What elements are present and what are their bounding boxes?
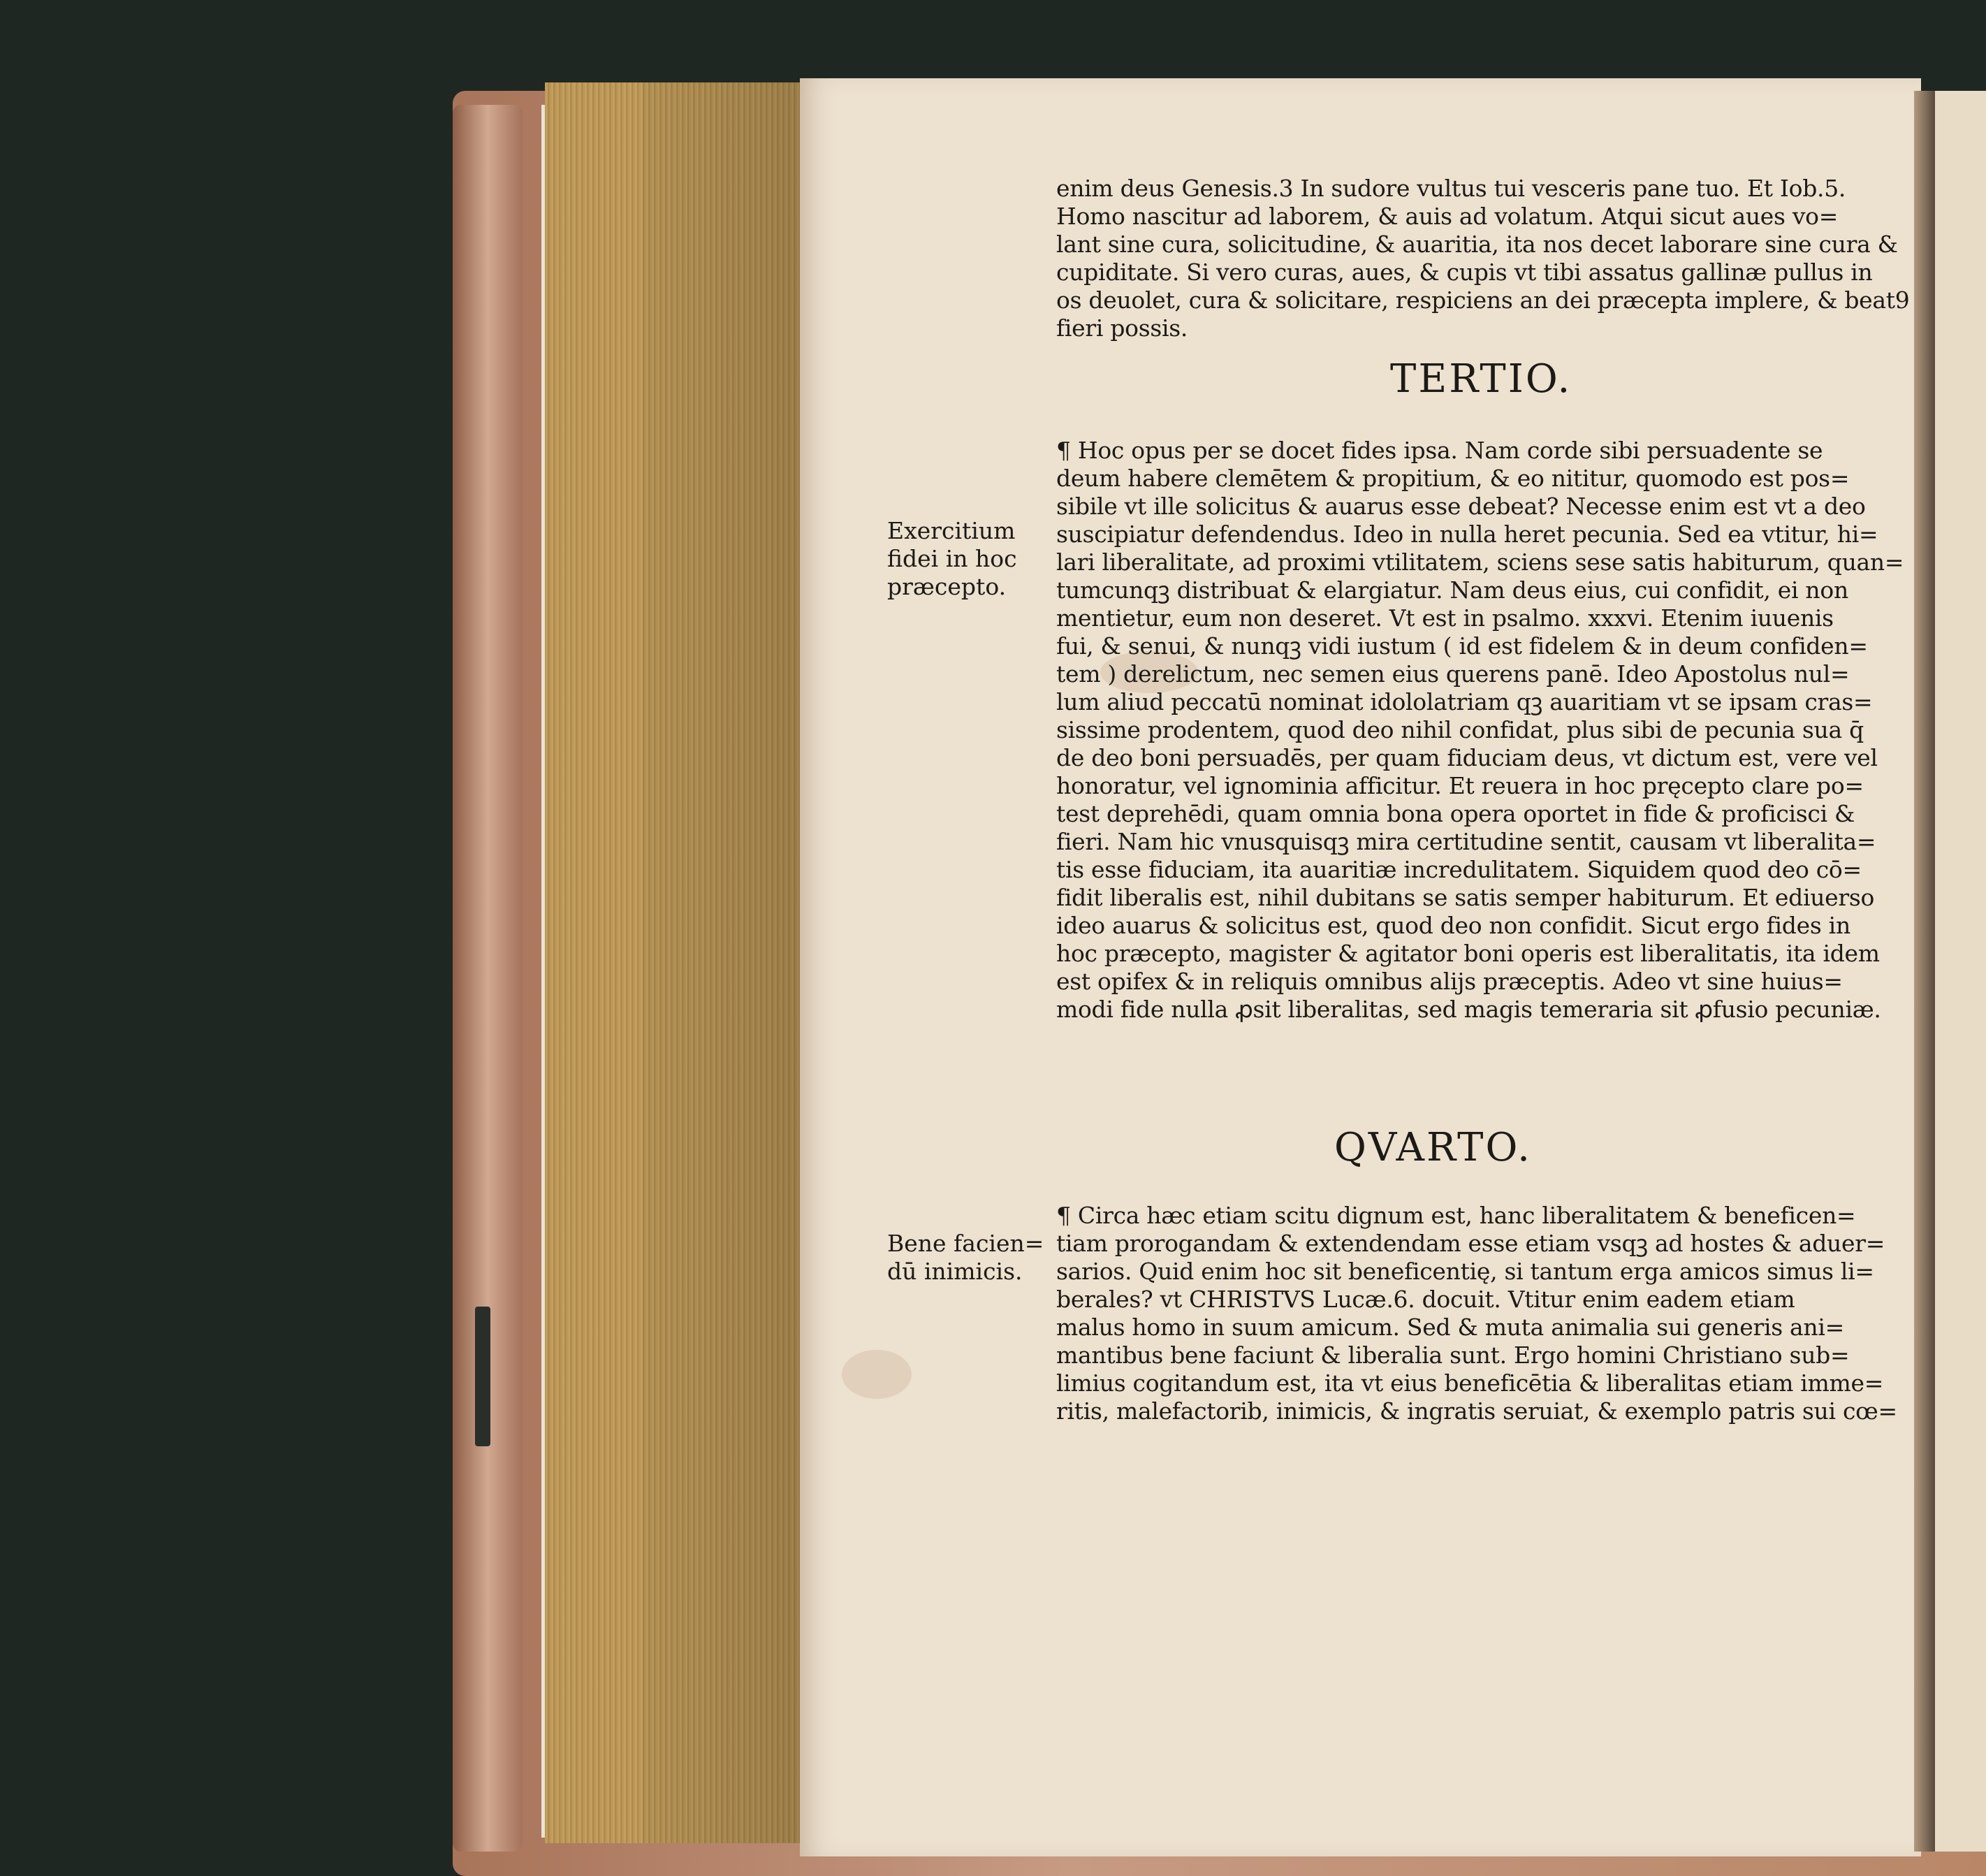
text-line: berales? vt CHRISTVS Lucæ.6. docuit. Vtitur enim eadem etiam (1056, 1286, 1795, 1313)
text-line: sibile vt ille solicitus & auarus esse debeat? Necesse enim est vt a deo (1056, 493, 1866, 520)
marginal-line: dū inimicis. (887, 1258, 1023, 1285)
facing-page-edge (1935, 91, 1986, 1852)
marginal-line: Bene facien= (887, 1230, 1044, 1257)
marginal-line: Exercitium (887, 517, 1016, 544)
text-line: fui, & senui, & nunqꝫ vidi iustum ( id est fidelem & in deum confiden= (1056, 632, 1868, 660)
text-line: mentietur, eum non deseret. Vt est in psalmo. xxxvi. Etenim iuuenis (1056, 604, 1834, 632)
heading-quarto: QVARTO. (1334, 1125, 1532, 1170)
text-line: lum aliud peccatū nominat idololatriam qꝫ auaritiam vt se ipsam cras= (1056, 688, 1873, 715)
text-line: Homo nascitur ad laborem, & auis ad volatum. Atqui sicut aues vo= (1056, 203, 1839, 230)
binding-edge (453, 105, 523, 1852)
text-line: fieri possis. (1056, 314, 1188, 342)
text-line: sissime prodentem, quod deo nihil confidat, plus sibi de pecunia sua q̄ (1056, 716, 1864, 743)
text-line: malus homo in suum amicum. Sed & muta animalia sui generis ani= (1056, 1314, 1844, 1341)
text-line: est opifex & in reliquis omnibus alijs præceptis. Adeo vt sine huius= (1056, 968, 1843, 995)
text-line: os deuolet, cura & solicitare, respiciens an dei præcepta implere, & beat9 (1056, 286, 1910, 314)
text-line: sarios. Quid enim hoc sit beneficentię, si tantum erga amicos simus li= (1056, 1258, 1874, 1285)
clasp (475, 1307, 490, 1446)
text-line: ritis, malefactorib, inimicis, & ingratis seruiat, & exemplo patris sui cœ= (1056, 1397, 1897, 1425)
marginal-line: fidei in hoc (887, 545, 1017, 572)
text-line: suscipiatur defendendus. Ideo in nulla heret pecunia. Sed ea vtitur, hi= (1056, 521, 1878, 548)
text-line: enim deus Genesis.3 In sudore vultus tui vesceris pane tuo. Et Iob.5. (1056, 175, 1846, 202)
text-line: test deprehēdi, quam omnia bona opera oportet in fide & proficisci & (1056, 800, 1855, 827)
text-line: ¶ Circa hæc etiam scitu dignum est, hanc liberalitatem & beneficen= (1056, 1202, 1856, 1229)
text-line: lari liberalitate, ad proximi vtilitatem, sciens sese satis habiturum, quan= (1056, 548, 1904, 576)
text-line: tis esse fiduciam, ita auaritiæ incredulitatem. Siquidem quod deo cō= (1056, 856, 1862, 883)
text-line: ¶ Hoc opus per se docet fides ipsa. Nam corde sibi persuadente se (1056, 437, 1823, 464)
heading-tertio: TERTIO. (1390, 356, 1572, 402)
text-line: tem ) derelictum, nec semen eius querens panē. Ideo Apostolus nul= (1056, 660, 1850, 688)
text-line: tiam prorogandam & extendendam esse etiam vsqꝫ ad hostes & aduer= (1056, 1230, 1885, 1257)
text-line: limius cogitandum est, ita vt eius beneficētia & liberalitas etiam imme= (1056, 1369, 1884, 1397)
text-line: fidit liberalis est, nihil dubitans se satis semper habiturum. Et ediuerso (1056, 884, 1875, 911)
text-line: cupiditate. Si vero curas, aues, & cupis vt tibi assatus gallinæ pullus in (1056, 259, 1873, 286)
text-line: honoratur, vel ignominia afficitur. Et reuera in hoc pręcepto clare po= (1056, 772, 1864, 799)
marginal-line: præcepto. (887, 573, 1007, 600)
text-line: deum habere clemētem & propitium, & eo nititur, quomodo est pos= (1056, 465, 1850, 492)
text-line: tumcunqꝫ distribuat & elargiatur. Nam deus eius, cui confidit, ei non (1056, 576, 1848, 604)
text-line: ideo auarus & solicitus est, quod deo non confidit. Sicut ergo fides in (1056, 912, 1850, 939)
text-line: fieri. Nam hic vnusquisqꝫ mira certitudine sentit, causam vt liberalita= (1056, 828, 1876, 855)
text-line: lant sine cura, solicitudine, & auaritia, ita nos decet laborare sine cura & (1056, 231, 1898, 258)
text-line: de deo boni persuadēs, per quam fiduciam deus, vt dictum est, vere vel (1056, 744, 1878, 771)
text-line: modi fide nulla ꝓsit liberalitas, sed magis temeraria sit ꝓfusio pecuniæ. (1056, 996, 1881, 1023)
text-line: mantibus bene faciunt & liberalia sunt. Ergo homini Christiano sub= (1056, 1341, 1850, 1369)
text-line: hoc præcepto, magister & agitator boni operis est liberalitatis, ita idem (1056, 940, 1880, 967)
